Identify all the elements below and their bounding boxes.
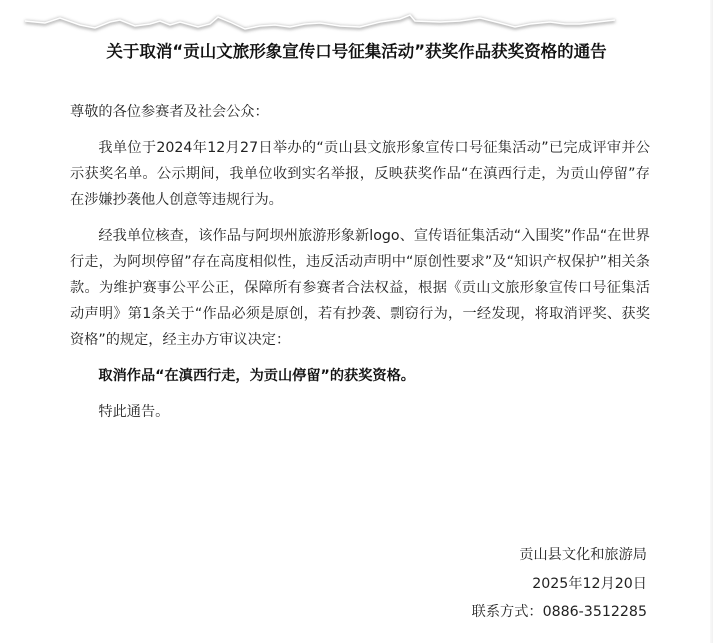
greeting: 尊敬的各位参赛者及社会公众：: [70, 104, 269, 120]
decision-statement: 取消作品“在滇西行走，为贡山停留”的获奖资格。: [98, 368, 415, 384]
issuing-organization: 贡山县文化和旅游局: [519, 547, 647, 563]
notice-title: 关于取消“贡山文旅形象宣传口号征集活动”获奖作品获奖资格的通告: [106, 42, 607, 61]
torn-paper-edge-decoration: [20, 6, 620, 36]
signature-block: [472, 541, 647, 627]
paragraph-background: 我单位于2024年12月27日举办的“贡山县文旅形象宣传口号征集活动”已完成评审并公示获奖名单。公示期间，我单位收到实名举报，反映获奖作品“在滇西行走，为贡山停留”存在涉嫌抄袭他人创意等违规行为。: [70, 140, 650, 208]
notice-body: [70, 99, 650, 425]
contact-info: 联系方式：0886-3512285: [471, 604, 647, 620]
issue-date: 2025年12月20日: [532, 575, 647, 592]
paragraph-investigation: 经我单位核查，该作品与阿坝州旅游形象新logo、宣传语征集活动“入围奖”作品“在世界行走，为阿坝停留”存在高度相似性，违反活动声明中“原创性要求”及“知识产权保护”相关条款。为维护赛事公平公正，保障所有参赛者合法权益，根据《贡山文旅形象宣传口号征集活动声明》第1条关于“作品必须是原创，若有抄袭、剽窃行为，一经发现，将取消评奖、获奖资格”的规定，经主办方审议决定：: [70, 228, 650, 348]
closing-line: 特此通告。: [98, 404, 170, 420]
